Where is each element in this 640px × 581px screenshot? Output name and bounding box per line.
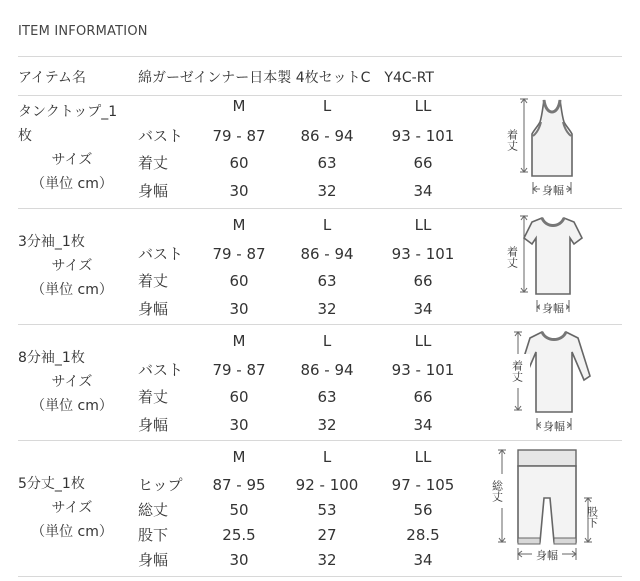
size-header-m: M — [232, 97, 246, 115]
cell: 79 - 87 — [212, 127, 266, 145]
row-label-bust: バスト — [138, 245, 184, 263]
size-block-8-sleeve — [18, 324, 622, 441]
item-name-row — [18, 56, 622, 96]
cell: 32 — [317, 551, 337, 569]
cell: 60 — [229, 154, 249, 172]
size-header-l: L — [322, 448, 332, 466]
long-sleeve-shirt-diagram-icon — [496, 324, 606, 438]
diagram-length-label: 着丈 — [505, 129, 519, 151]
cell: 32 — [317, 182, 337, 200]
row-label-inseam: 股下 — [138, 526, 169, 544]
cell: 27 — [317, 526, 337, 544]
cell: 92 - 100 — [295, 476, 359, 494]
page-title: ITEM INFORMATION — [18, 24, 148, 39]
block-label: 5分丈_1枚 サイズ （単位 cm） — [18, 476, 113, 540]
cell: 93 - 101 — [391, 361, 455, 379]
cell: 34 — [413, 416, 433, 434]
cell: 60 — [229, 272, 249, 290]
diagram-length-label: 着丈 — [510, 360, 524, 382]
cell: 93 - 101 — [391, 245, 455, 263]
row-label-length: 着丈 — [138, 388, 169, 406]
short-sleeve-shirt-diagram-icon — [496, 208, 606, 322]
cell: 30 — [229, 416, 249, 434]
cell: 34 — [413, 182, 433, 200]
row-label-length: 着丈 — [138, 154, 169, 172]
diagram-width-label: 身幅 — [542, 184, 564, 197]
cell: 79 - 87 — [212, 361, 266, 379]
row-label-hip: ヒップ — [138, 476, 183, 494]
cell: 97 - 105 — [391, 476, 455, 494]
row-label-width: 身幅 — [138, 300, 169, 318]
cell: 63 — [317, 154, 337, 172]
size-header-m: M — [232, 448, 246, 466]
cell: 25.5 — [222, 526, 256, 544]
size-header-l: L — [322, 332, 332, 350]
row-label-width: 身幅 — [138, 182, 169, 200]
cell: 50 — [229, 501, 249, 519]
cell: 60 — [229, 388, 249, 406]
block-label: 8分袖_1枚 サイズ （単位 cm） — [18, 350, 113, 414]
block-label: タンクトップ_1 枚 サイズ （単位 cm） — [18, 104, 118, 192]
cell: 79 - 87 — [212, 245, 266, 263]
size-header-ll: LL — [414, 332, 432, 350]
block-label: 3分袖_1枚 サイズ （単位 cm） — [18, 234, 113, 298]
size-header-m: M — [232, 332, 246, 350]
diagram-total-length-label: 総丈 — [490, 480, 504, 502]
size-header-l: L — [322, 216, 332, 234]
size-header-ll: LL — [414, 97, 432, 115]
cell: 56 — [413, 501, 433, 519]
cell: 63 — [317, 272, 337, 290]
cell: 63 — [317, 388, 337, 406]
item-name-value: 綿ガーゼインナー日本製 4枚セットC Y4C-RT — [138, 70, 434, 86]
cell: 34 — [413, 551, 433, 569]
size-header-l: L — [322, 97, 332, 115]
cell: 66 — [413, 388, 433, 406]
item-name-label: アイテム名 — [18, 70, 87, 86]
shorts-diagram-icon — [484, 442, 624, 574]
diagram-inseam-label: 股下 — [585, 506, 599, 528]
diagram-length-label: 着丈 — [505, 246, 519, 268]
cell: 86 - 94 — [300, 245, 354, 263]
size-header-ll: LL — [414, 448, 432, 466]
diagram-width-label: 身幅 — [542, 302, 564, 315]
cell: 87 - 95 — [212, 476, 266, 494]
cell: 30 — [229, 300, 249, 318]
diagram-width-label: 身幅 — [536, 549, 558, 562]
row-label-length: 着丈 — [138, 272, 169, 290]
cell: 30 — [229, 551, 249, 569]
row-label-width: 身幅 — [138, 416, 169, 434]
cell: 34 — [413, 300, 433, 318]
cell: 66 — [413, 272, 433, 290]
cell: 86 - 94 — [300, 361, 354, 379]
diagram-width-label: 身幅 — [543, 420, 565, 433]
row-label-width: 身幅 — [138, 551, 169, 569]
size-header-ll: LL — [414, 216, 432, 234]
cell: 32 — [317, 300, 337, 318]
cell: 53 — [317, 501, 337, 519]
size-block-tank-top — [18, 94, 622, 209]
cell: 32 — [317, 416, 337, 434]
row-label-bust: バスト — [138, 127, 184, 145]
cell: 93 - 101 — [391, 127, 455, 145]
row-label-bust: バスト — [138, 361, 184, 379]
row-label-total-length: 総丈 — [138, 501, 169, 519]
size-header-m: M — [232, 216, 246, 234]
cell: 30 — [229, 182, 249, 200]
size-block-3-sleeve — [18, 208, 622, 325]
cell: 66 — [413, 154, 433, 172]
cell: 28.5 — [406, 526, 440, 544]
cell: 86 - 94 — [300, 127, 354, 145]
tank-top-diagram-icon — [496, 94, 606, 206]
size-block-shorts — [18, 440, 622, 577]
